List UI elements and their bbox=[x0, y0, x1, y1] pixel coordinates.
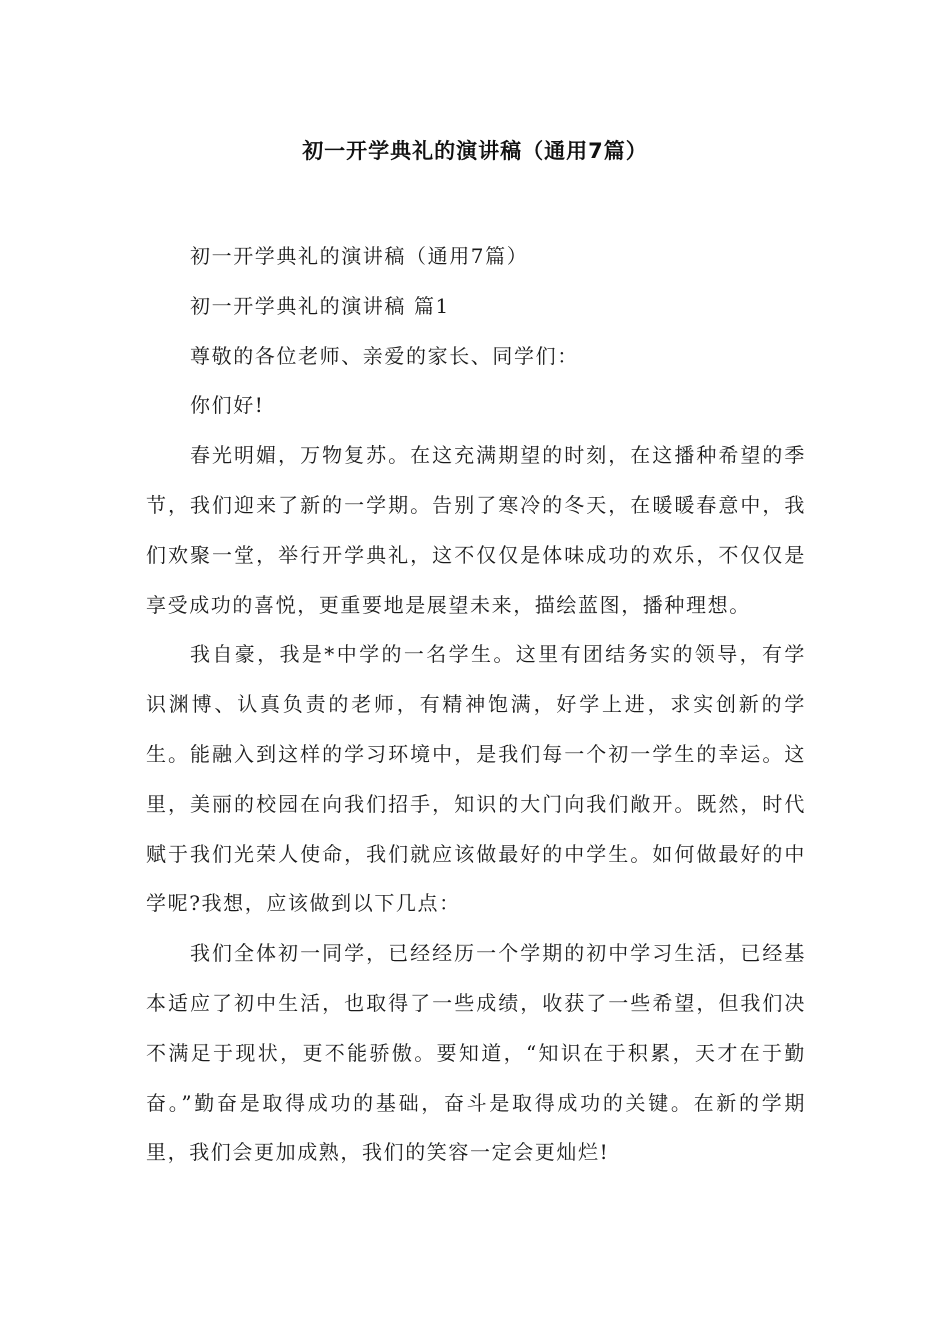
document-title: 初一开学典礼的演讲稿（通用7篇） bbox=[302, 139, 648, 163]
body-paragraph: 我自豪，我是*中学的一名学生。这里有团结务实的领导，有学识渊博、认真负责的老师，有精神饱满，好学上进，求实创新的学生。能融入到这样的学习环境中，是我们每一个初一学生的幸运。这里，美丽的校园在向我们招手，知识的大门向我们敞开。既然，时代赋于我们光荣人使命，我们就应该做最好的中学生。如何做最好的中学呢?我想，应该做到以下几点： bbox=[146, 642, 806, 916]
body-paragraph: 春光明媚，万物复苏。在这充满期望的时刻，在这播种希望的季节，我们迎来了新的一学期。告别了寒冷的冬天，在暖暖春意中，我们欢聚一堂，举行开学典礼，这不仅仅是体味成功的欢乐，不仅仅是享受成功的喜悦，更重要地是展望未来，描绘蓝图，播种理想。 bbox=[146, 443, 806, 617]
salutation-paragraph: 尊敬的各位老师、亲爱的家长、同学们： bbox=[190, 343, 579, 368]
greeting-paragraph: 你们好! bbox=[190, 393, 265, 418]
body-paragraph: 我们全体初一同学，已经经历一个学期的初中学习生活，已经基本适应了初中生活，也取得了一些成绩，收获了一些希望，但我们决不满足于现状，更不能骄傲。要知道，“知识在于积累，天才在于勤奋。”勤奋是取得成功的基础，奋斗是取得成功的关键。在新的学期里，我们会更加成熟，我们的笑容一定会更灿烂! bbox=[146, 941, 806, 1165]
document-body bbox=[146, 232, 806, 1178]
subtitle-paragraph: 初一开学典礼的演讲稿（通用7篇） bbox=[190, 244, 529, 268]
section-heading: 初一开学典礼的演讲稿 篇1 bbox=[190, 293, 450, 318]
